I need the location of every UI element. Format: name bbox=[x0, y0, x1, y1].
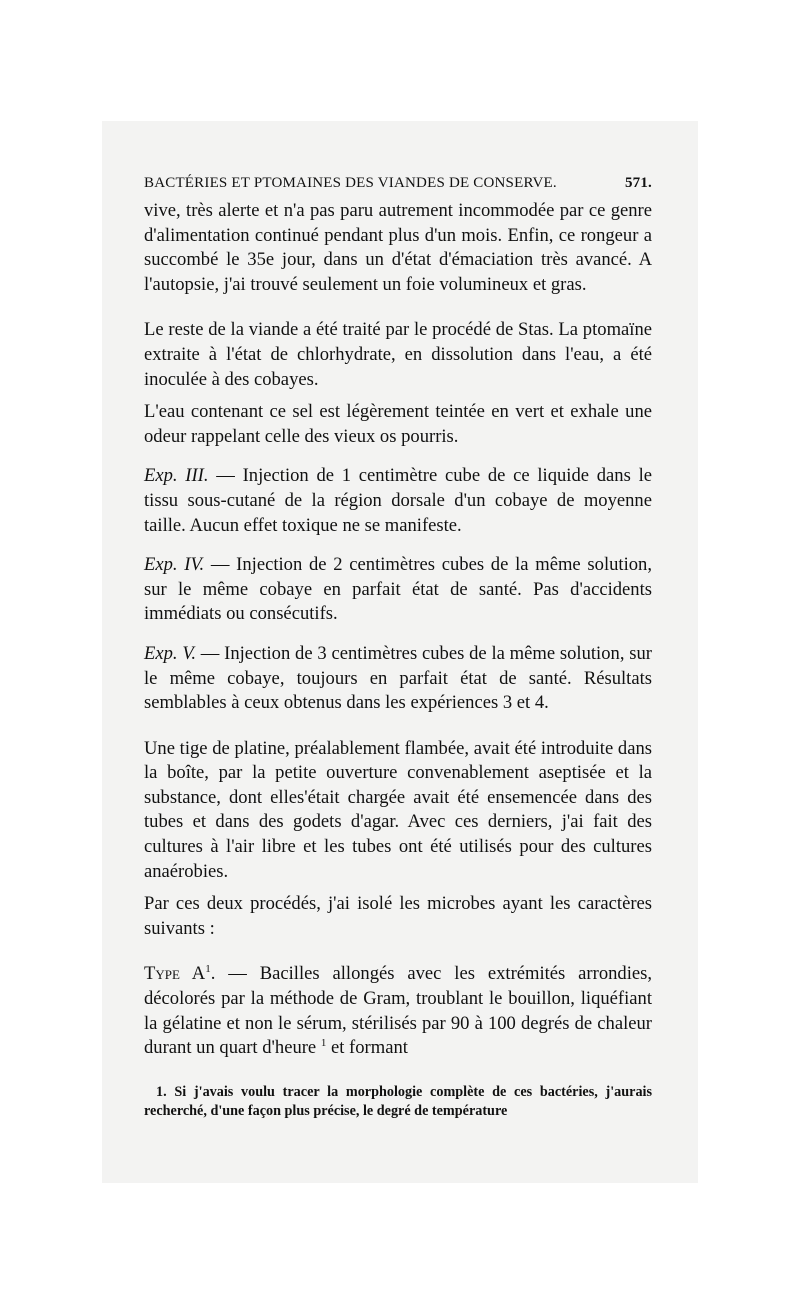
page-content bbox=[144, 173, 652, 1121]
experiment-4-text: — Injection de 2 centimètres cubes de la même solution, sur le même cobaye en parfait état de santé. Pas d'accidents immédiats ou consécutifs. bbox=[144, 554, 652, 625]
experiment-3-text: — Injection de 1 centimètre cube de ce liquide dans le tissu sous-cutané de la région dorsale d'un cobaye de moyenne taille. Aucun effet toxique ne se manifeste. bbox=[144, 465, 652, 536]
type-a-text-part2: et formant bbox=[326, 1037, 408, 1059]
experiment-5 bbox=[144, 642, 652, 716]
paragraph-stas-procedure: Le reste de la viande a été traité par le procédé de Stas. La ptomaïne extraite à l'état de chlorhydrate, en dissolution dans l'eau, a été inoculée à des cobayes. bbox=[144, 319, 652, 390]
paragraph-continuation: vive, très alerte et n'a pas paru autrement incommodée par ce genre d'alimentation continué pendant plus d'un mois. Enfin, ce rongeur a succombé le 35e jour, dans un d'état d'émaciation très avancé. A l'autopsie, j'ai trouvé seulement un foie volumineux et gras. bbox=[144, 200, 652, 295]
running-title: BACTÉRIES ET PTOMAINES DES VIANDES DE CONSERVE. bbox=[144, 175, 557, 191]
book-page bbox=[102, 121, 698, 1183]
type-a-description bbox=[144, 962, 652, 1060]
paragraph-water-description: L'eau contenant ce sel est légèrement teintée en vert et exhale une odeur rappelant celle des vieux os pourris. bbox=[144, 401, 652, 447]
experiment-5-text: — Injection de 3 centimètres cubes de la même solution, sur le même cobaye, toujours en parfait état de santé. Résultats semblables à ceux obtenus dans les expériences 3 et 4. bbox=[144, 642, 652, 714]
footnote-reference: 1 bbox=[320, 1037, 327, 1050]
type-a-text-part1: . — Bacilles allongés avec les extrémités arrondies, décolorés par la méthode de Gram, troublant le bouillon, liquéfiant la gélatine et non le sérum, stérilisés par 90 à 100 degrés de chaleur durant un quart d'heure bbox=[144, 963, 653, 1059]
experiment-3 bbox=[144, 464, 652, 538]
paragraph-isolated-microbes: Par ces deux procédés, j'ai isolé les microbes ayant les caractères suivants : bbox=[144, 893, 652, 939]
paragraph-platinum-rod: Une tige de platine, préalablement flambée, avait été introduite dans la boîte, par la petite ouverture convenablement aseptisée et la substance, dont elles'était chargée avait été ensemencée dans des tubes et dans des godets d'agar. Avec ces derniers, j'ai fait des cultures à l'air libre et les tubes ont été utilisés pour des cultures anaérobies. bbox=[144, 737, 652, 882]
type-a-superscript: 1 bbox=[205, 963, 211, 976]
experiment-5-label: Exp. V. bbox=[144, 642, 196, 664]
page-number: 571. bbox=[624, 175, 652, 191]
running-header bbox=[144, 173, 652, 193]
experiment-3-label: Exp. III. bbox=[144, 465, 209, 487]
footnote-number: 1. bbox=[156, 1083, 167, 1100]
experiment-4 bbox=[144, 553, 652, 627]
footnote-text: Si j'avais voulu tracer la morphologie complète de ces bactéries, j'aurais recherché, d'une façon plus précise, le degré de température bbox=[144, 1083, 652, 1119]
experiment-4-label: Exp. IV. bbox=[144, 554, 205, 576]
footnote bbox=[144, 1083, 652, 1121]
type-a-label: Type A bbox=[144, 963, 206, 985]
